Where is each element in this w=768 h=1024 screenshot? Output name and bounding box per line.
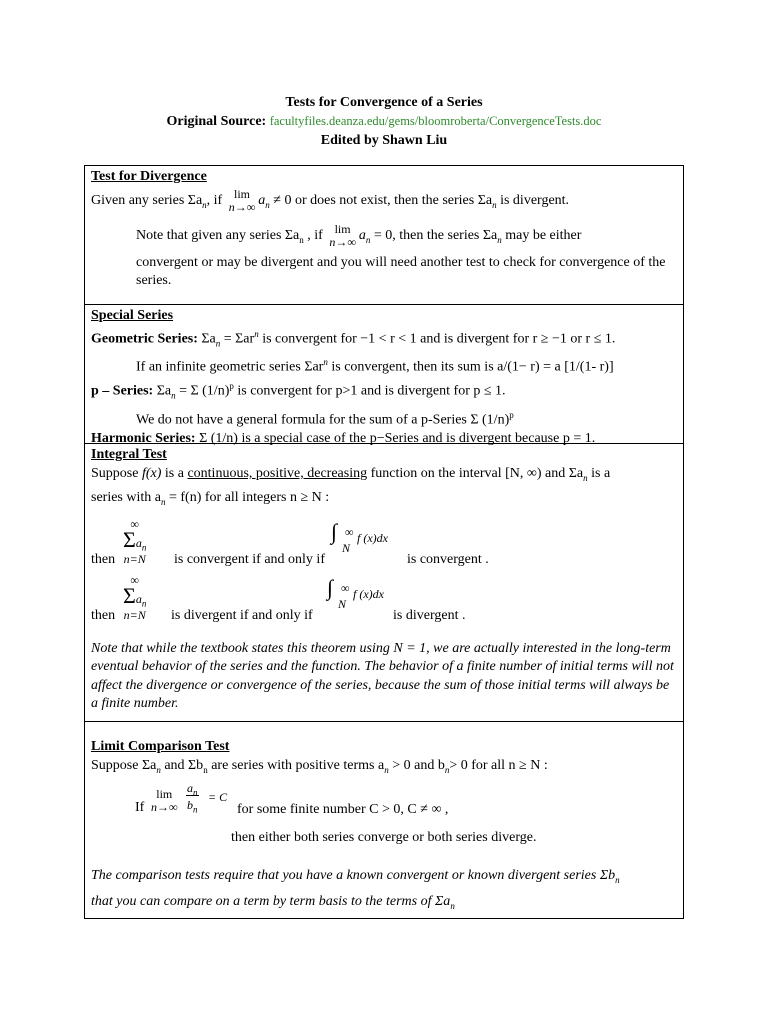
text: = f(n) for all integers n ≥ N : (165, 489, 330, 505)
lim-label: lim (156, 786, 173, 801)
lim-subscript: n→∞ (329, 235, 356, 250)
integral-divergent-row (91, 572, 677, 628)
sum-upper: ∞ (130, 572, 139, 587)
sum-index: n=N (123, 607, 146, 622)
text: Given any series Σa (91, 193, 203, 209)
text: is convergent for −1 < r < 1 and is divergent for r ≥ −1 or r ≤ 1. (258, 331, 616, 347)
text: The comparison tests require that you have a known convergent or known divergent series Σb (91, 867, 616, 883)
text: function on the interval [N, ∞) and Σa (367, 466, 584, 481)
text: is divergent . (393, 607, 466, 623)
integral-upper: ∞ (345, 524, 354, 539)
text: > 0 and b (388, 758, 445, 773)
text: ≠ 0 or does not exist, then the series Σa (273, 193, 493, 209)
text: and Σb (160, 758, 204, 773)
edited-by: Edited by Shawn Liu (320, 133, 448, 148)
divergence-title: Test for Divergence (91, 169, 207, 184)
text: Suppose Σa (91, 758, 157, 773)
special-title: Special Series (91, 308, 174, 323)
numerator: a (187, 780, 193, 795)
sum-term: a (135, 591, 142, 606)
text: then (91, 551, 116, 567)
text: Σ (1/n) is a special case of the p−Series and is divergent because p = 1. (195, 431, 596, 447)
underlined-text: continuous, positive, decreasing (187, 466, 368, 481)
integral-note: Note that while the textbook states this theorem using N = 1, we are actually interested in the long-term eventual behavior of the series and the function. The behavior of a finite number of initial terms will not affect the divergence or convergence of the series, because the sum of those initial terms will always be a finite number. (91, 640, 674, 712)
text: is convergent if and only if (174, 551, 325, 567)
limit-expression (329, 223, 356, 249)
text: Σa (201, 331, 216, 347)
lim-subscript: n→∞ (151, 799, 178, 814)
sigma-symbol: Σ (123, 526, 136, 552)
series-sum: ∞ $\Sigma a_n$ n=N (123, 516, 147, 566)
divergence-statement: Given any series $\Sigma a_n$, if lim n→∞ $a_n \ne 0$ or does not exist, then the series $\Sigma a_n$ is divergent. (91, 187, 570, 214)
sum-upper: ∞ (130, 516, 139, 531)
limit-comparison-statement: Suppose $\Sigma a_n$ and $\Sigma b_n$ are series with positive terms $a_n > 0$ and $b_n> 0$ for all n ≥ N : (91, 758, 548, 775)
divergence-note-cont: convergent or may be divergent and you will need another test to check for convergence of the series. (136, 255, 666, 289)
integral-title: Integral Test (91, 447, 167, 462)
source-url: facultyfiles.deanza.edu/gems/bloomroberta/ConvergenceTests.doc (269, 114, 602, 128)
tests-table (84, 165, 684, 919)
condition: for some finite number C > 0, C ≠ ∞ , (237, 801, 449, 817)
text: is a (161, 466, 188, 481)
text: is convergent, then its sum is a/(1− r) = a [1/(1- r)] (327, 360, 614, 376)
source-label: Original Source: (166, 114, 267, 129)
section-integral-test (85, 444, 683, 722)
sum-term: a (135, 535, 142, 550)
ratio-fraction: $\frac{a_n}{b_n}$ (187, 780, 198, 815)
geometric-label: Geometric Series: (91, 331, 198, 347)
integral-expression (331, 518, 388, 555)
text: Suppose (91, 466, 142, 481)
text: = 0, then the series Σa (373, 228, 498, 244)
integral-statement-cont: series with $a_n = f(n)$ for all integers n ≥ N : (91, 489, 330, 507)
divergence-note: Note that given any series $\Sigma a_n$ , if lim n→∞ $a_n = 0$, then the series $\Sigma a_n$ may be either (136, 222, 582, 250)
text: If an infinite geometric series Σar (136, 360, 324, 376)
integral-symbol: ∫ (331, 518, 338, 544)
text: are series with positive terms a (207, 758, 385, 773)
doc-title: Tests for Convergence of a Series (285, 95, 483, 110)
geometric-note: If an infinite geometric series Σar$^n$ is convergent, then its sum is a/(1− r) = a [1/(1- r)] (136, 357, 614, 376)
integral-statement: Suppose f(x) is a continuous, positive, decreasing function on the interval [N, ∞) and $\Sigma a_n$ is a (91, 466, 611, 483)
text: is a (587, 466, 611, 481)
lim-label: lim (334, 222, 351, 237)
geometric-series: Geometric Series: $\Sigma a_n = \Sigma ar^n$ is convergent for −1 < r < 1 and is divergent for r ≥ −1 or r ≤ 1. (91, 329, 616, 349)
text: is divergent. (496, 193, 570, 209)
p-series-label: p – Series: (91, 383, 154, 399)
lim-label: lim (234, 187, 251, 201)
integral-upper: ∞ (341, 580, 350, 595)
text: = Σar (220, 331, 255, 347)
p-series-note: We do not have a general formula for the sum of a p-Series Σ $(1/n)^p$ (136, 409, 514, 428)
text: We do not have a general formula for the sum of a p-Series Σ (1/n) (136, 412, 510, 428)
section-limit-comparison (85, 722, 683, 918)
text: is divergent if and only if (171, 607, 313, 623)
equals-c: = C (208, 789, 228, 804)
text: is convergent . (407, 551, 489, 567)
comparison-note: The comparison tests require that you have a known convergent or known divergent series $\Sigma b_n$ that you can compare on a term by term basis to the terms of $\Sigma a_n$ (91, 867, 620, 911)
limit-comparison-formula (91, 780, 677, 834)
integral-symbol: ∫ (327, 574, 334, 600)
integrand: f (x)dx (353, 586, 384, 601)
section-special-series (85, 305, 683, 447)
limit-comparison-conclusion: then either both series converge or both series diverge. (231, 829, 537, 845)
sigma-symbol: Σ (123, 582, 136, 608)
p-series: p – Series: $\Sigma a_n = \Sigma$ $(1/n)^p$ is convergent for p>1 and is divergent for p ≤ 1. (91, 381, 506, 401)
text: Note that given any series Σa (136, 228, 300, 244)
integral-lower: N (342, 540, 351, 555)
denominator: b (187, 798, 193, 813)
integral-lower: N (338, 596, 347, 611)
integral-expression (327, 574, 384, 611)
text: Σa (153, 383, 172, 399)
integral-convergent-row (91, 516, 677, 572)
text: , if (206, 193, 223, 209)
document-header (0, 93, 768, 150)
section-divergence (85, 166, 683, 305)
limit-expression (229, 188, 256, 214)
source-line (0, 112, 768, 131)
harmonic-label: Harmonic Series: (91, 431, 196, 447)
text: > 0 for all n ≥ N : (449, 758, 548, 773)
text: may be either (501, 228, 582, 244)
limit-expression (151, 788, 178, 814)
text: series with a (91, 489, 161, 505)
series-sum: ∞ $\Sigma a_n$ n=N (123, 572, 147, 622)
text: If (135, 799, 145, 815)
text: that you can compare on a term by term basis to the terms of Σa (91, 893, 451, 909)
text: is convergent for p>1 and is divergent for p ≤ 1. (233, 383, 506, 399)
text: then (91, 607, 116, 623)
limit-comparison-title: Limit Comparison Test (91, 739, 230, 754)
text: f(x) (141, 466, 162, 481)
integrand: f (x)dx (357, 530, 388, 545)
lim-subscript: n→∞ (228, 200, 256, 214)
text: = Σ (1/n) (175, 383, 230, 399)
sum-index: n=N (123, 551, 146, 566)
text: , if (303, 228, 323, 244)
